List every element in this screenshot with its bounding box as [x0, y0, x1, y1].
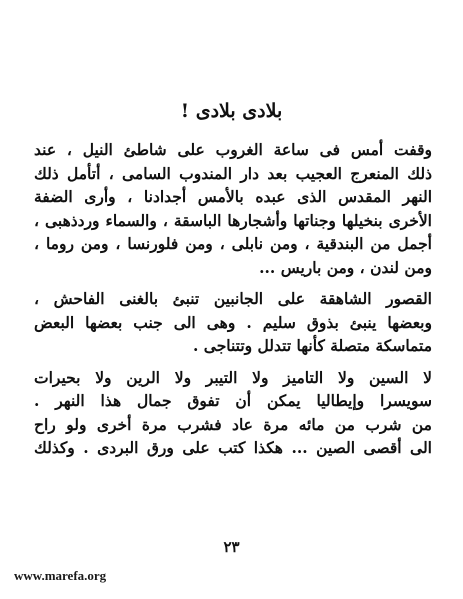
text-line: من شرب من مائه مرة عاد فشرب مرة أخرى ولو راح — [34, 414, 432, 434]
paragraph-spacer — [34, 358, 432, 366]
paragraph-2 — [34, 287, 432, 358]
text-line: ومن لندن ، ومن باريس ... — [259, 257, 432, 277]
text-line: لا السين ولا التاميز ولا التيبر ولا الرين ولا بحيرات — [34, 367, 432, 387]
paragraph-1 — [34, 138, 432, 279]
text-line: القصور الشاهقة على الجانبين تنبئ بالغنى الفاحش ، — [34, 289, 432, 308]
text-line: سويسرا وإيطاليا يمكن أن تفوق جمال هذا النهر . — [34, 391, 432, 410]
text-line: وبعضها ينبئ بذوق سليم . وهى الى جنب بعضها البعض — [34, 312, 432, 332]
text-line: ذلك المنعرج العجيب بعد دار المندوب السامى ، أتأمل ذلك — [34, 163, 432, 183]
text-line: النهر المقدس الذى عبده بالأمس أجدادنا ، وأرى الضفة — [34, 187, 432, 206]
text-line: الى أقصى الصين ... هكذا كتب على ورق البردى . وكذلك — [34, 438, 432, 457]
text-line: أجمل من البندقية ، ومن نابلى ، ومن فلورنسا ، ومن روما ، — [34, 234, 432, 253]
text-line: الأخرى بنخيلها وجناتها وأشجارها الباسقة ، والسماء وردذهبى ، — [34, 210, 432, 230]
paragraph-3 — [34, 366, 432, 460]
body-text — [34, 138, 432, 460]
chapter-title: بلادى بلادى ! — [180, 100, 283, 122]
paragraph-spacer — [34, 279, 432, 287]
text-line: وقفت أمس فى ساعة الغروب على شاطئ النيل ، عند — [34, 140, 432, 159]
text-line: متماسكة متصلة كأنها تتدلل وتتناجى . — [192, 336, 432, 355]
site-watermark: www.marefa.org — [14, 568, 107, 583]
page-number: ٢٣ — [223, 538, 240, 556]
